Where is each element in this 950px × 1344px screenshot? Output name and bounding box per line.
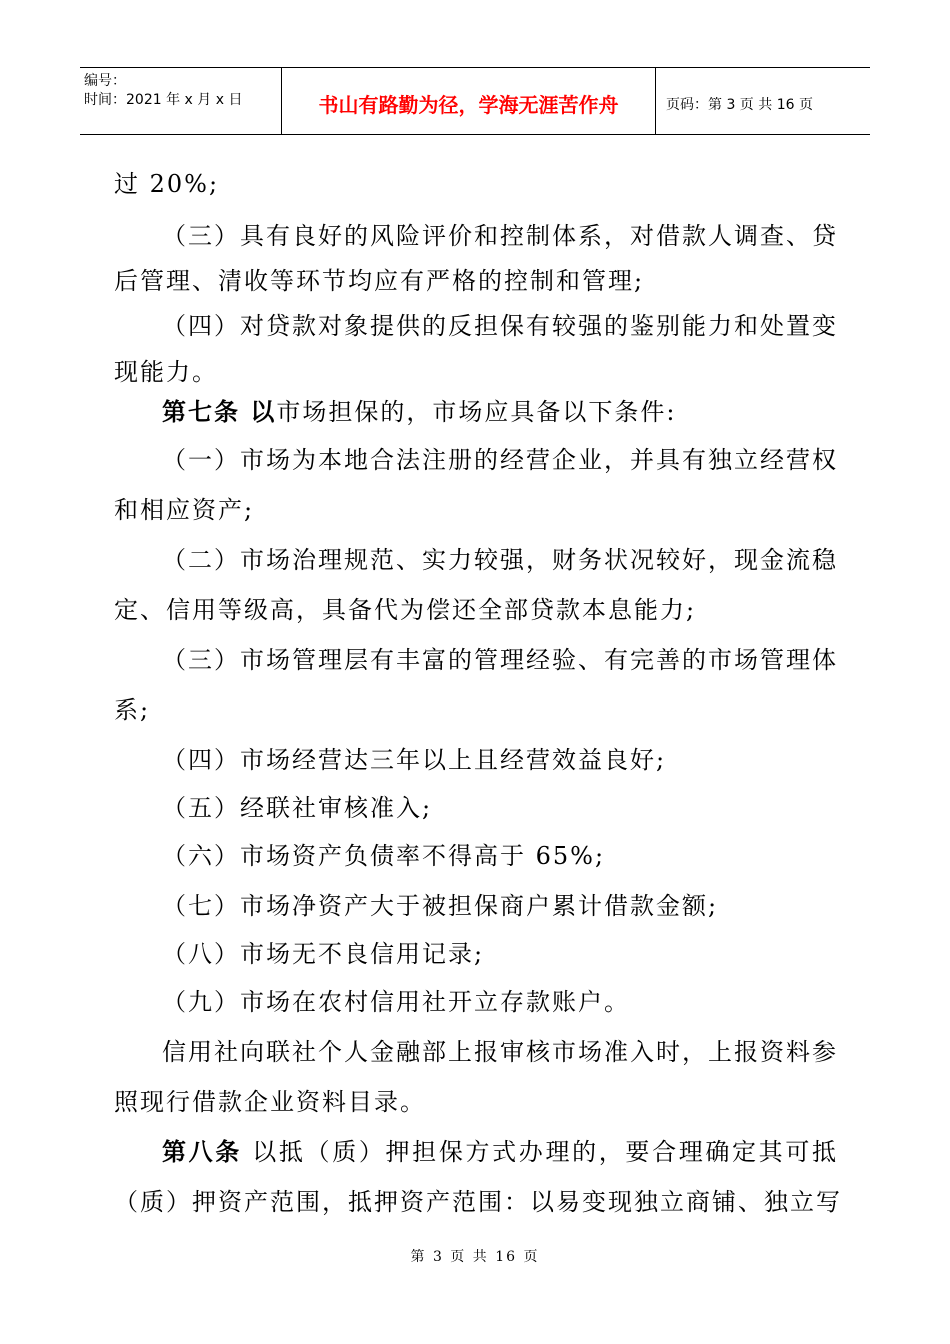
paragraph-line: （九）市场在农村信用社开立存款账户。 (162, 988, 630, 1016)
paragraph-line: 信用社向联社个人金融部上报审核市场准入时，上报资料参 (162, 1038, 838, 1066)
paragraph-line: 和相应资产; (114, 496, 255, 524)
paragraph-line: （四）对贷款对象提供的反担保有较强的鉴别能力和处置变 (162, 312, 838, 340)
article-number: 第七条 以 (162, 398, 277, 426)
paragraph-line: （质）押资产范围，抵押资产范围：以易变现独立商铺、独立写 (114, 1188, 842, 1216)
paragraph-line: （七）市场净资产大于被担保商户累计借款金额; (162, 892, 719, 920)
paragraph-line: 系; (114, 696, 151, 724)
code-label: 编号： (84, 73, 126, 89)
article-text: 以抵（质）押担保方式办理的，要合理确定其可抵 (241, 1138, 838, 1166)
date-label: 时间：2021 年 x 月 x 日 (84, 92, 243, 108)
article-heading-line (162, 396, 676, 428)
paragraph-line: （五）经联社审核准入; (162, 794, 433, 822)
header-page-info: 页码：第 3 页 共 16 页 (666, 97, 813, 113)
paragraph-line: （二）市场治理规范、实力较强，财务状况较好，现金流稳 (162, 546, 838, 574)
paragraph-line: 现能力。 (114, 358, 218, 386)
paragraph-line: 照现行借款企业资料目录。 (114, 1088, 426, 1116)
paragraph-line: 过 20%; (114, 170, 220, 198)
paragraph-line: （一）市场为本地合法注册的经营企业，并具有独立经营权 (162, 446, 838, 474)
paragraph-line: 后管理、清收等环节均应有严格的控制和管理; (114, 267, 645, 295)
header-meta (80, 68, 282, 134)
paragraph-line: （六）市场资产负债率不得高于 65%; (162, 842, 606, 870)
paragraph-line: （八）市场无不良信用记录; (162, 940, 485, 968)
article-heading-line (162, 1136, 838, 1168)
paragraph-line: （三）具有良好的风险评价和控制体系，对借款人调查、贷 (162, 222, 838, 250)
header-motto: 书山有路勤为径，学海无涯苦作舟 (282, 68, 656, 134)
paragraph-line: 定、信用等级高，具备代为偿还全部贷款本息能力; (114, 596, 697, 624)
article-text: 市场担保的，市场应具备以下条件: (276, 398, 677, 426)
paragraph-line: （三）市场管理层有丰富的管理经验、有完善的市场管理体 (162, 646, 838, 674)
document-header (80, 67, 870, 135)
paragraph-line: （四）市场经营达三年以上且经营效益良好; (162, 746, 667, 774)
page-footer: 第 3 页 共 16 页 (410, 1249, 540, 1265)
article-number: 第八条 (162, 1138, 242, 1166)
